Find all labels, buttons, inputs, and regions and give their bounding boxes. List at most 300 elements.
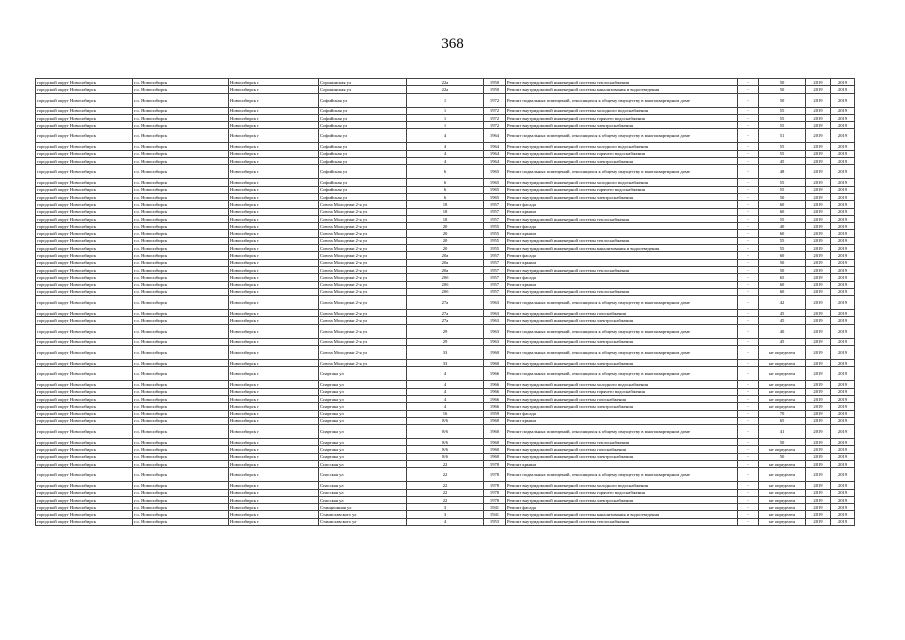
work-type-cell: Ремонт внутридомовой инженерной системы горячего водоснабжения — [506, 489, 738, 496]
plan-year-end-cell: 2019 — [831, 223, 855, 230]
municipality-cell: городской округ Новосибирск — [36, 230, 133, 237]
work-type-cell: Ремонт внутридомовой инженерной системы электроснабжения — [506, 193, 738, 200]
dash-cell: - — [738, 439, 759, 446]
street-cell: Спасская ул — [319, 468, 407, 482]
district-cell: г.о. Новосибирск — [133, 496, 229, 503]
table-row — [36, 425, 855, 439]
plan-year-end-cell: 2019 — [831, 274, 855, 281]
work-type-cell: Ремонт внутридомовой инженерной системы теплоснабжения — [506, 215, 738, 222]
work-type-cell: Ремонт внутридомовой инженерной системы горячего водоснабжения — [506, 186, 738, 193]
wear-percent-cell: не определен — [759, 511, 806, 518]
street-cell: Союза Молодежи 2-я ул — [319, 201, 407, 208]
municipality-cell: городской округ Новосибирск — [36, 446, 133, 453]
year-built-cell: 1978 — [484, 489, 506, 496]
street-cell: Союза Молодежи 2-я ул — [319, 288, 407, 295]
street-cell: Спартака ул — [319, 425, 407, 439]
plan-year-start-cell: 2019 — [806, 266, 831, 273]
plan-year-end-cell: 2019 — [831, 158, 855, 165]
plan-year-start-cell: 2019 — [806, 425, 831, 439]
wear-percent-cell: 50 — [759, 93, 806, 107]
year-built-cell: 1966 — [484, 381, 506, 388]
work-type-cell: Ремонт внутридомовой инженерной системы электроснабжения — [506, 158, 738, 165]
table-row — [36, 274, 855, 281]
street-cell: Спартака ул — [319, 367, 407, 381]
plan-year-start-cell: 2019 — [806, 186, 831, 193]
year-built-cell: 1978 — [484, 496, 506, 503]
street-cell: Сорокинская ул — [319, 86, 407, 93]
plan-year-start-cell: 2019 — [806, 489, 831, 496]
district-cell: г.о. Новосибирск — [133, 381, 229, 388]
house-number-cell: 20а — [407, 252, 484, 259]
settlement-cell: Новосибирск г — [229, 346, 319, 360]
district-cell: г.о. Новосибирск — [133, 252, 229, 259]
dash-cell: - — [738, 288, 759, 295]
work-type-cell: Ремонт фасада — [506, 504, 738, 511]
street-cell: Спасская ул — [319, 489, 407, 496]
municipality-cell: городской округ Новосибирск — [36, 425, 133, 439]
wear-percent-cell: 40 — [759, 223, 806, 230]
plan-year-start-cell: 2019 — [806, 403, 831, 410]
table-row — [36, 417, 855, 424]
district-cell: г.о. Новосибирск — [133, 296, 229, 310]
house-number-cell: 8/6 — [407, 425, 484, 439]
year-built-cell: 1957 — [484, 208, 506, 215]
plan-year-end-cell: 2019 — [831, 193, 855, 200]
wear-percent-cell: не определен — [759, 381, 806, 388]
dash-cell: - — [738, 215, 759, 222]
table-row — [36, 288, 855, 295]
dash-cell: - — [738, 310, 759, 317]
dash-cell: - — [738, 360, 759, 367]
house-number-cell: 20б — [407, 288, 484, 295]
plan-year-start-cell: 2019 — [806, 93, 831, 107]
year-built-cell: 1960 — [484, 360, 506, 367]
dash-cell: - — [738, 107, 759, 114]
municipality-cell: городской округ Новосибирск — [36, 410, 133, 417]
municipality-cell: городской округ Новосибирск — [36, 259, 133, 266]
plan-year-end-cell: 2019 — [831, 107, 855, 114]
plan-year-start-cell: 2019 — [806, 150, 831, 157]
municipality-cell: городской округ Новосибирск — [36, 237, 133, 244]
plan-year-start-cell: 2019 — [806, 165, 831, 179]
house-number-cell: 4 — [407, 158, 484, 165]
house-number-cell: 6 — [407, 186, 484, 193]
municipality-cell: городской округ Новосибирск — [36, 274, 133, 281]
plan-year-end-cell: 2019 — [831, 381, 855, 388]
house-number-cell: 20б — [407, 281, 484, 288]
dash-cell: - — [738, 129, 759, 143]
dash-cell: - — [738, 403, 759, 410]
settlement-cell: Новосибирск г — [229, 259, 319, 266]
settlement-cell: Новосибирск г — [229, 208, 319, 215]
plan-year-end-cell: 2019 — [831, 496, 855, 503]
work-type-cell: Ремонт внутридомовой инженерной системы теплоснабжения — [506, 288, 738, 295]
year-built-cell: 1955 — [484, 245, 506, 252]
year-built-cell: 1965 — [484, 165, 506, 179]
street-cell: Спасская ул — [319, 460, 407, 467]
table-row — [36, 237, 855, 244]
wear-percent-cell: 55 — [759, 215, 806, 222]
wear-percent-cell: 55 — [759, 150, 806, 157]
plan-year-start-cell: 2019 — [806, 79, 831, 86]
plan-year-end-cell: 2019 — [831, 511, 855, 518]
work-type-cell: Ремонт подвальных помещений, относящихся к общему имуществу в многоквартирном доме — [506, 165, 738, 179]
plan-year-end-cell: 2019 — [831, 439, 855, 446]
wear-percent-cell: 60 — [759, 230, 806, 237]
year-built-cell: 1972 — [484, 122, 506, 129]
table-row — [36, 446, 855, 453]
plan-year-start-cell: 2019 — [806, 453, 831, 460]
work-type-cell: Ремонт крыши — [506, 281, 738, 288]
plan-year-start-cell: 2019 — [806, 237, 831, 244]
wear-percent-cell: 55 — [759, 186, 806, 193]
work-type-cell: Ремонт подвальных помещений, относящихся к общему имуществу в многоквартирном доме — [506, 129, 738, 143]
plan-year-end-cell: 2019 — [831, 518, 855, 525]
table-row — [36, 346, 855, 360]
district-cell: г.о. Новосибирск — [133, 360, 229, 367]
year-built-cell: 1978 — [484, 468, 506, 482]
plan-year-start-cell: 2019 — [806, 310, 831, 317]
house-number-cell: 33 — [407, 360, 484, 367]
plan-year-start-cell: 2019 — [806, 114, 831, 121]
street-cell: Союза Молодежи 2-я ул — [319, 245, 407, 252]
year-built-cell: 1960 — [484, 346, 506, 360]
house-number-cell: 6 — [407, 179, 484, 186]
street-cell: Софийская ул — [319, 186, 407, 193]
wear-percent-cell: 55 — [759, 179, 806, 186]
house-number-cell: 22 — [407, 482, 484, 489]
wear-percent-cell: 51 — [759, 129, 806, 143]
house-number-cell: 1 — [407, 122, 484, 129]
wear-percent-cell: 45 — [759, 338, 806, 345]
dash-cell: - — [738, 122, 759, 129]
table-row — [36, 129, 855, 143]
district-cell: г.о. Новосибирск — [133, 425, 229, 439]
wear-percent-cell: 48 — [759, 165, 806, 179]
year-built-cell: 1966 — [484, 367, 506, 381]
year-built-cell: 1960 — [484, 425, 506, 439]
municipality-cell: городской округ Новосибирск — [36, 252, 133, 259]
street-cell: Союза Молодежи 2-я ул — [319, 296, 407, 310]
district-cell: г.о. Новосибирск — [133, 417, 229, 424]
table-row — [36, 453, 855, 460]
dash-cell: - — [738, 93, 759, 107]
street-cell: Союза Молодежи 2-я ул — [319, 346, 407, 360]
plan-year-start-cell: 2019 — [806, 215, 831, 222]
wear-percent-cell: не определен — [759, 460, 806, 467]
district-cell: г.о. Новосибирск — [133, 129, 229, 143]
plan-year-start-cell: 2019 — [806, 274, 831, 281]
work-type-cell: Ремонт фасада — [506, 274, 738, 281]
work-type-cell: Ремонт внутридомовой инженерной системы холодного водоснабжения — [506, 482, 738, 489]
settlement-cell: Новосибирск г — [229, 453, 319, 460]
wear-percent-cell: не определен — [759, 504, 806, 511]
table-row — [36, 381, 855, 388]
year-built-cell: 1957 — [484, 201, 506, 208]
plan-year-end-cell: 2019 — [831, 468, 855, 482]
wear-percent-cell: 40 — [759, 324, 806, 338]
district-cell: г.о. Новосибирск — [133, 489, 229, 496]
work-type-cell: Ремонт фасада — [506, 223, 738, 230]
dash-cell: - — [738, 367, 759, 381]
wear-percent-cell: не определен — [759, 395, 806, 402]
plan-year-end-cell: 2019 — [831, 453, 855, 460]
municipality-cell: городской округ Новосибирск — [36, 460, 133, 467]
district-cell: г.о. Новосибирск — [133, 395, 229, 402]
wear-percent-cell: 60 — [759, 252, 806, 259]
plan-year-end-cell: 2019 — [831, 317, 855, 324]
plan-year-start-cell: 2019 — [806, 482, 831, 489]
house-number-cell: 4 — [407, 143, 484, 150]
municipality-cell: городской округ Новосибирск — [36, 79, 133, 86]
year-built-cell: 1966 — [484, 403, 506, 410]
plan-year-end-cell: 2019 — [831, 150, 855, 157]
plan-year-end-cell: 2019 — [831, 143, 855, 150]
plan-year-end-cell: 2019 — [831, 266, 855, 273]
municipality-cell: городской округ Новосибирск — [36, 129, 133, 143]
dash-cell: - — [738, 208, 759, 215]
plan-year-end-cell: 2019 — [831, 324, 855, 338]
plan-year-end-cell: 2019 — [831, 179, 855, 186]
municipality-cell: городской округ Новосибирск — [36, 381, 133, 388]
wear-percent-cell: 45 — [759, 310, 806, 317]
municipality-cell: городской округ Новосибирск — [36, 201, 133, 208]
district-cell: г.о. Новосибирск — [133, 201, 229, 208]
house-number-cell: 18 — [407, 208, 484, 215]
wear-percent-cell: 60 — [759, 288, 806, 295]
settlement-cell: Новосибирск г — [229, 129, 319, 143]
house-number-cell: 22 — [407, 460, 484, 467]
plan-year-start-cell: 2019 — [806, 143, 831, 150]
table-row — [36, 317, 855, 324]
plan-year-end-cell: 2019 — [831, 489, 855, 496]
municipality-cell: городской округ Новосибирск — [36, 107, 133, 114]
district-cell: г.о. Новосибирск — [133, 237, 229, 244]
plan-year-start-cell: 2019 — [806, 122, 831, 129]
table-row — [36, 468, 855, 482]
house-number-cell: 3 — [407, 504, 484, 511]
wear-percent-cell: 50 — [759, 439, 806, 446]
plan-year-end-cell: 2019 — [831, 245, 855, 252]
settlement-cell: Новосибирск г — [229, 417, 319, 424]
plan-year-start-cell: 2019 — [806, 252, 831, 259]
settlement-cell: Новосибирск г — [229, 122, 319, 129]
house-number-cell: 6 — [407, 165, 484, 179]
year-built-cell: 1965 — [484, 179, 506, 186]
year-built-cell: 1963 — [484, 338, 506, 345]
district-cell: г.о. Новосибирск — [133, 150, 229, 157]
house-number-cell: 4 — [407, 403, 484, 410]
dash-cell: - — [738, 245, 759, 252]
municipality-cell: городской округ Новосибирск — [36, 122, 133, 129]
dash-cell: - — [738, 496, 759, 503]
plan-year-start-cell: 2019 — [806, 468, 831, 482]
municipality-cell: городской округ Новосибирск — [36, 360, 133, 367]
wear-percent-cell: 60 — [759, 201, 806, 208]
municipality-cell: городской округ Новосибирск — [36, 245, 133, 252]
settlement-cell: Новосибирск г — [229, 381, 319, 388]
street-cell: Станиславского ул — [319, 518, 407, 525]
table-row — [36, 496, 855, 503]
street-cell: Спасская ул — [319, 496, 407, 503]
house-number-cell: 6 — [407, 193, 484, 200]
table-row — [36, 489, 855, 496]
municipality-cell: городской округ Новосибирск — [36, 266, 133, 273]
street-cell: Спасская ул — [319, 482, 407, 489]
table-row — [36, 223, 855, 230]
district-cell: г.о. Новосибирск — [133, 446, 229, 453]
work-type-cell: Ремонт внутридомовой инженерной системы холодного водоснабжения — [506, 107, 738, 114]
plan-year-end-cell: 2019 — [831, 114, 855, 121]
municipality-cell: городской округ Новосибирск — [36, 296, 133, 310]
settlement-cell: Новосибирск г — [229, 252, 319, 259]
plan-year-start-cell: 2019 — [806, 504, 831, 511]
house-number-cell: 27а — [407, 317, 484, 324]
plan-year-start-cell: 2019 — [806, 388, 831, 395]
settlement-cell: Новосибирск г — [229, 158, 319, 165]
house-number-cell: 20б — [407, 274, 484, 281]
work-type-cell: Ремонт внутридомовой инженерной системы электроснабжения — [506, 317, 738, 324]
street-cell: Софийская ул — [319, 93, 407, 107]
year-built-cell: 1964 — [484, 129, 506, 143]
wear-percent-cell: не определен — [759, 360, 806, 367]
street-cell: Союза Молодежи 2-я ул — [319, 223, 407, 230]
house-number-cell: 22 — [407, 496, 484, 503]
plan-year-end-cell: 2019 — [831, 208, 855, 215]
municipality-cell: городской округ Новосибирск — [36, 165, 133, 179]
plan-year-end-cell: 2019 — [831, 259, 855, 266]
house-number-cell: 8/6 — [407, 417, 484, 424]
plan-year-start-cell: 2019 — [806, 230, 831, 237]
house-number-cell: 4 — [407, 367, 484, 381]
wear-percent-cell: не определен — [759, 446, 806, 453]
street-cell: Союза Молодежи 2-я ул — [319, 338, 407, 345]
municipality-cell: городской округ Новосибирск — [36, 482, 133, 489]
settlement-cell: Новосибирск г — [229, 446, 319, 453]
dash-cell: - — [738, 266, 759, 273]
plan-year-start-cell: 2019 — [806, 410, 831, 417]
table-row — [36, 360, 855, 367]
work-type-cell: Ремонт крыши — [506, 230, 738, 237]
house-number-cell: 18 — [407, 215, 484, 222]
plan-year-start-cell: 2019 — [806, 317, 831, 324]
municipality-cell: городской округ Новосибирск — [36, 215, 133, 222]
wear-percent-cell: 55 — [759, 237, 806, 244]
table-row — [36, 201, 855, 208]
year-built-cell: 1960 — [484, 439, 506, 446]
district-cell: г.о. Новосибирск — [133, 410, 229, 417]
plan-year-end-cell: 2019 — [831, 122, 855, 129]
dash-cell: - — [738, 453, 759, 460]
municipality-cell: городской округ Новосибирск — [36, 310, 133, 317]
district-cell: г.о. Новосибирск — [133, 179, 229, 186]
dash-cell: - — [738, 259, 759, 266]
year-built-cell: 1966 — [484, 395, 506, 402]
street-cell: Спартака ул — [319, 417, 407, 424]
plan-year-end-cell: 2019 — [831, 367, 855, 381]
municipality-cell: городской округ Новосибирск — [36, 367, 133, 381]
work-type-cell: Ремонт внутридомовой инженерной системы газоснабжения — [506, 395, 738, 402]
street-cell: Софийская ул — [319, 143, 407, 150]
dash-cell: - — [738, 252, 759, 259]
dash-cell: - — [738, 281, 759, 288]
table-row — [36, 150, 855, 157]
house-number-cell: 29 — [407, 338, 484, 345]
work-type-cell: Ремонт внутридомовой инженерной системы газоснабжения — [506, 310, 738, 317]
wear-percent-cell: 55 — [759, 114, 806, 121]
dash-cell: - — [738, 143, 759, 150]
page-number: 368 — [441, 36, 464, 52]
district-cell: г.о. Новосибирск — [133, 317, 229, 324]
dash-cell: - — [738, 346, 759, 360]
house-number-cell: 22а — [407, 86, 484, 93]
street-cell: Спартака ул — [319, 439, 407, 446]
plan-year-start-cell: 2019 — [806, 281, 831, 288]
street-cell: Союза Молодежи 2-я ул — [319, 281, 407, 288]
street-cell: Софийская ул — [319, 114, 407, 121]
wear-percent-cell: 70 — [759, 410, 806, 417]
work-type-cell: Ремонт внутридомовой инженерной системы газоснабжения — [506, 446, 738, 453]
year-built-cell: 1978 — [484, 482, 506, 489]
district-cell: г.о. Новосибирск — [133, 388, 229, 395]
municipality-cell: городской округ Новосибирск — [36, 143, 133, 150]
wear-percent-cell: 42 — [759, 296, 806, 310]
table-row — [36, 165, 855, 179]
street-cell: Союза Молодежи 2-я ул — [319, 230, 407, 237]
house-number-cell: 1 — [407, 114, 484, 121]
house-number-cell: 27а — [407, 310, 484, 317]
house-number-cell: 20а — [407, 259, 484, 266]
table-row — [36, 122, 855, 129]
district-cell: г.о. Новосибирск — [133, 281, 229, 288]
settlement-cell: Новосибирск г — [229, 201, 319, 208]
settlement-cell: Новосибирск г — [229, 179, 319, 186]
municipality-cell: городской округ Новосибирск — [36, 150, 133, 157]
plan-year-start-cell: 2019 — [806, 259, 831, 266]
district-cell: г.о. Новосибирск — [133, 208, 229, 215]
wear-percent-cell: 55 — [759, 245, 806, 252]
work-type-cell: Ремонт внутридомовой инженерной системы теплоснабжения — [506, 266, 738, 273]
plan-year-start-cell: 2019 — [806, 367, 831, 381]
municipality-cell: городской округ Новосибирск — [36, 417, 133, 424]
work-type-cell: Ремонт крыши — [506, 259, 738, 266]
district-cell: г.о. Новосибирск — [133, 122, 229, 129]
plan-year-start-cell: 2019 — [806, 446, 831, 453]
municipality-cell: городской округ Новосибирск — [36, 439, 133, 446]
plan-year-start-cell: 2019 — [806, 245, 831, 252]
settlement-cell: Новосибирск г — [229, 395, 319, 402]
district-cell: г.о. Новосибирск — [133, 338, 229, 345]
settlement-cell: Новосибирск г — [229, 143, 319, 150]
municipality-cell: городской округ Новосибирск — [36, 288, 133, 295]
plan-year-end-cell: 2019 — [831, 129, 855, 143]
street-cell: Спартака ул — [319, 395, 407, 402]
plan-year-start-cell: 2019 — [806, 223, 831, 230]
table-row — [36, 143, 855, 150]
settlement-cell: Новосибирск г — [229, 281, 319, 288]
dash-cell: - — [738, 274, 759, 281]
work-type-cell: Ремонт внутридомовой инженерной системы теплоснабжения — [506, 439, 738, 446]
district-cell: г.о. Новосибирск — [133, 460, 229, 467]
table-row — [36, 310, 855, 317]
year-built-cell: 1963 — [484, 317, 506, 324]
street-cell: Спартака ул — [319, 381, 407, 388]
plan-year-end-cell: 2019 — [831, 417, 855, 424]
house-number-cell: 8/6 — [407, 453, 484, 460]
district-cell: г.о. Новосибирск — [133, 518, 229, 525]
dash-cell: - — [738, 468, 759, 482]
plan-year-end-cell: 2019 — [831, 410, 855, 417]
